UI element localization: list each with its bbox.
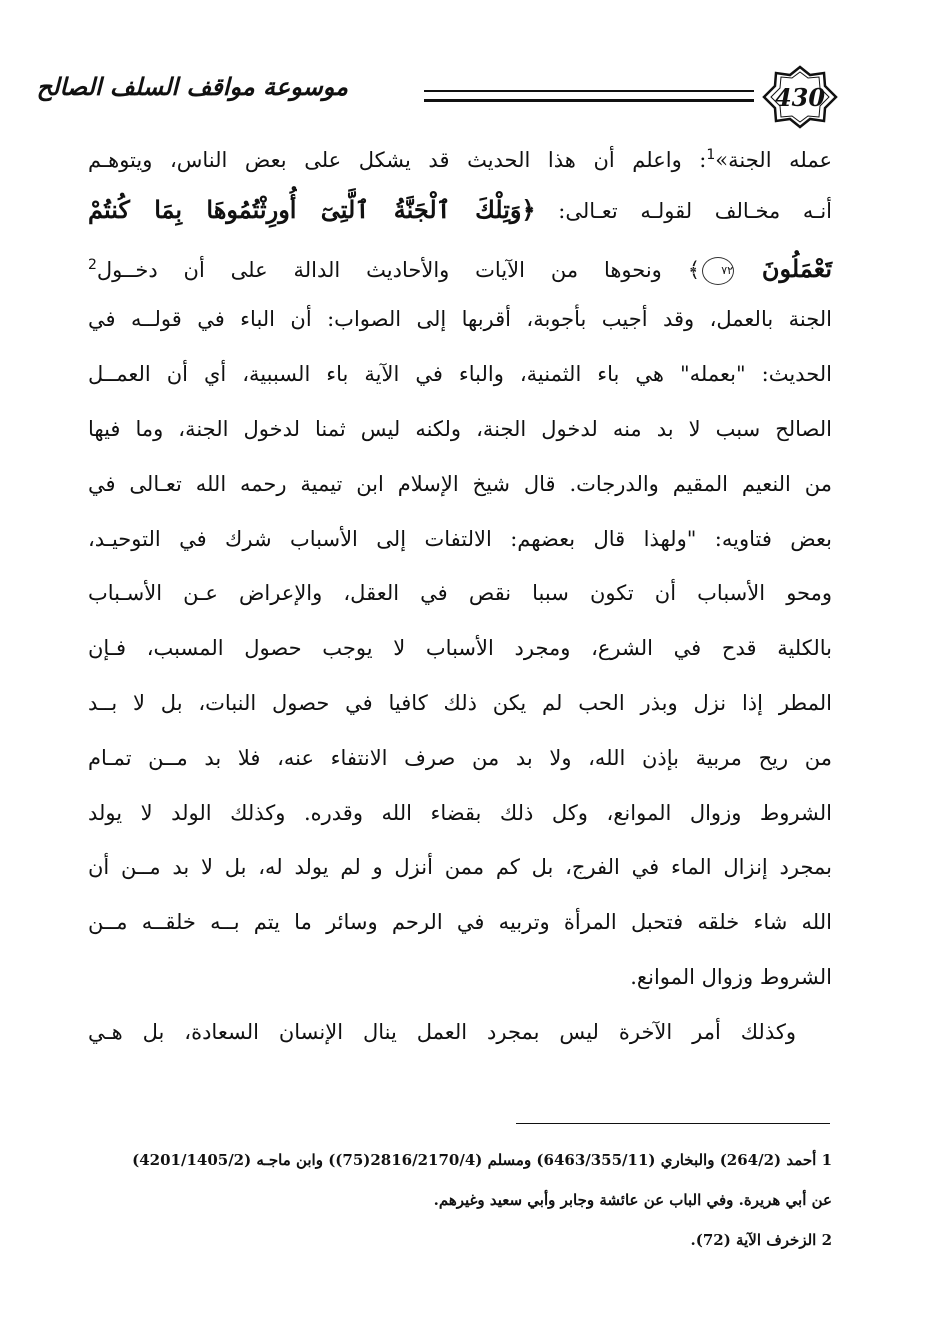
- line-3-bracket: ﴾ ونحوها من الآيات والأحاديث الدالة على أن دخــول: [96, 257, 701, 282]
- header-rule-thick: [424, 99, 754, 102]
- ayah-number-icon: ٧٢: [702, 257, 734, 285]
- text-line-5: الحديث: "بعمله" هي باء الثمنية، والباء في الآية باء السببية، أي أن العمــل: [88, 362, 832, 387]
- footnote-separator: [516, 1123, 830, 1124]
- footnote-2: 2 الزخرف الآية (72).: [690, 1231, 832, 1249]
- text-line-16: الشروط وزوال الموانع.: [630, 964, 832, 989]
- text-line-3: [88, 238, 832, 293]
- quran-verse-part-1: ﴿وَتِلْكَ ٱلْجَنَّةُ ٱلَّتِىٓ أُورِثْتُمُوهَا بِمَا كُنتُمْ: [88, 194, 536, 224]
- body-text: [88, 128, 832, 1060]
- footnotes: [88, 1140, 832, 1260]
- text-line-11: المطر إذا نزل وبذر الحب لم يكن ذلك كافيا في حصول النبات، بل لا بــد: [88, 690, 832, 715]
- text-line-1: [88, 128, 832, 183]
- book-title: موسوعة مواقف السلف الصالح: [36, 72, 348, 101]
- footnote-ref-1[interactable]: 1: [706, 147, 716, 163]
- text-line-7: من النعيم المقيم والدرجات. قال شيخ الإسلام ابن تيمية رحمه الله تعـالى في: [88, 471, 832, 496]
- text-line-17: وكذلك أمر الآخرة ليس بمجرد العمل ينال الإنسان السعادة، بل هـي: [88, 1019, 796, 1044]
- footnote-1-line-1: 1 أحمد (264/2) والبخاري (6463/355/11) ومسلم (2816/2170/4(75)) وابن ماجـه (4201/1405/2): [132, 1151, 832, 1169]
- text-line-15: الله شاء خلقه فتحبل المرأة وتربيه في الرحم وسائر ما يتم بــه خلقــه مــن: [88, 910, 832, 935]
- page-number-badge: [762, 66, 838, 128]
- text-line-10: بالكلية قدح في الشرع، ومجرد الأسباب لا يوجب حصول المسبب، فـإن: [88, 636, 832, 661]
- text-line-2: [88, 183, 832, 238]
- header-rule-thin: [424, 90, 754, 92]
- page-number: 430: [774, 82, 826, 112]
- page-header: [36, 66, 838, 128]
- line-1-rest: : واعلم أن هذا الحديث قد يشكل على بعض الناس، ويتوهـم: [88, 148, 707, 172]
- footnote-1-line-2: عن أبي هريرة. وفي الباب عن عائشة وجابر وأبي سعيد وغيرهم.: [433, 1191, 832, 1209]
- text-line-12: من ريح مربية بإذن الله، ولا بد من صرف الانتفاء عنه، فلا بد مــن تمـام: [88, 745, 832, 770]
- text-line-14: بمجرد إنزال الماء في الفرج، بل كم ممن أنزل و لم يولد له، بل لا بد مــن أن: [88, 855, 832, 880]
- text-line-9: ومحو الأسباب أن تكون سببا نقص في العقل، والإعراض عـن الأسـباب: [88, 581, 832, 606]
- line-2-start: أنـه مخـالف لقولـه تعـالى:: [535, 198, 833, 223]
- text-line-8: بعض فتاويه: "ولهذا قال بعضهم: الالتفات إلى الأسباب شرك في التوحيـد،: [88, 526, 832, 551]
- text-line-4: الجنة بالعمل، وقد أجيب بأجوبة، أقربها إلى الصواب: أن الباء في قولــه في: [88, 307, 832, 332]
- text-line-13: الشروط وزوال الموانع، وكل ذلك بقضاء الله وقدره. وكذلك الولد لا يولد: [88, 800, 832, 825]
- quran-verse-part-2: تَعْمَلُونَ: [761, 253, 832, 283]
- text-line-6: الصالح سبب لا بد منه لدخول الجنة، ولكنه ليس ثمنا لدخول الجنة، وما فيها: [88, 416, 832, 441]
- footnote-ref-2[interactable]: 2: [88, 256, 97, 273]
- line-1-start: عمله الجنة»: [715, 148, 832, 172]
